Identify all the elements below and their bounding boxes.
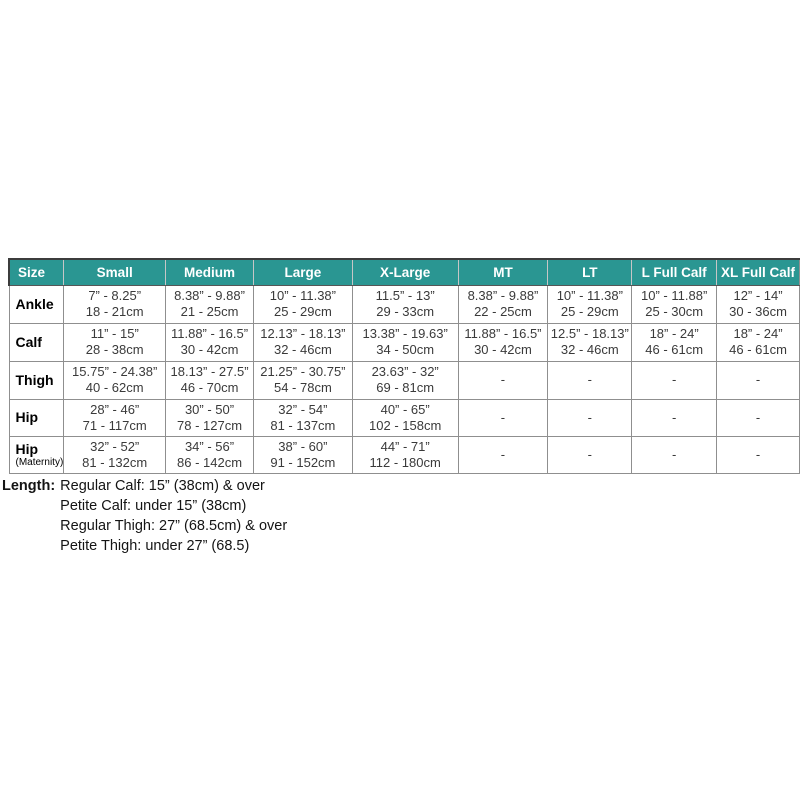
note-line-petite-calf: Petite Calf: under 15” (38cm) bbox=[60, 498, 247, 514]
column-header-size: Size bbox=[9, 259, 64, 285]
cell-hip-large: 32” - 54” 81 - 137cm bbox=[253, 399, 352, 436]
length-notes-lines bbox=[60, 476, 287, 556]
cell-hip-maternity-large: 38” - 60” 91 - 152cm bbox=[253, 436, 352, 473]
cell-hip-x-large: 40” - 65” 102 - 158cm bbox=[352, 399, 458, 436]
cell-calf-small: 11” - 15” 28 - 38cm bbox=[64, 323, 166, 361]
table-row-hip bbox=[9, 399, 800, 436]
cell-hip-maternity-small: 32” - 52” 81 - 132cm bbox=[64, 436, 166, 473]
column-header-medium: Medium bbox=[166, 259, 254, 285]
cell-ankle-l-full-calf: 10” - 11.88” 25 - 30cm bbox=[632, 285, 717, 323]
cell-ankle-small: 7” - 8.25” 18 - 21cm bbox=[64, 285, 166, 323]
cell-thigh-l-full-calf: - bbox=[632, 361, 717, 399]
cell-hip-l-full-calf: - bbox=[632, 399, 717, 436]
cell-hip-mt: - bbox=[458, 399, 548, 436]
column-header-xl-full-calf: XL Full Calf bbox=[717, 259, 800, 285]
row-label-hip-maternity: Hip (Maternity) bbox=[9, 436, 64, 473]
row-label-thigh: Thigh bbox=[9, 361, 64, 399]
cell-thigh-medium: 18.13” - 27.5” 46 - 70cm bbox=[166, 361, 254, 399]
length-notes bbox=[2, 476, 287, 556]
cell-hip-maternity-medium: 34” - 56” 86 - 142cm bbox=[166, 436, 254, 473]
cell-thigh-small: 15.75” - 24.38” 40 - 62cm bbox=[64, 361, 166, 399]
column-header-x-large: X-Large bbox=[352, 259, 458, 285]
cell-calf-lt: 12.5” - 18.13” 32 - 46cm bbox=[548, 323, 632, 361]
cell-calf-l-full-calf: 18” - 24” 46 - 61cm bbox=[632, 323, 717, 361]
table-row-calf bbox=[9, 323, 800, 361]
note-line-regular-thigh: Regular Thigh: 27” (68.5cm) & over bbox=[60, 518, 288, 534]
cell-calf-medium: 11.88” - 16.5” 30 - 42cm bbox=[166, 323, 254, 361]
cell-thigh-large: 21.25” - 30.75” 54 - 78cm bbox=[253, 361, 352, 399]
column-header-small: Small bbox=[64, 259, 166, 285]
row-label-ankle: Ankle bbox=[9, 285, 64, 323]
header-row bbox=[9, 259, 800, 285]
cell-calf-mt: 11.88” - 16.5” 30 - 42cm bbox=[458, 323, 548, 361]
cell-thigh-x-large: 23.63” - 32” 69 - 81cm bbox=[352, 361, 458, 399]
cell-ankle-lt: 10” - 11.38” 25 - 29cm bbox=[548, 285, 632, 323]
cell-ankle-x-large: 11.5” - 13” 29 - 33cm bbox=[352, 285, 458, 323]
table-row-ankle bbox=[9, 285, 800, 323]
row-label-hip: Hip bbox=[9, 399, 64, 436]
cell-hip-xl-full-calf: - bbox=[717, 399, 800, 436]
row-label-calf: Calf bbox=[9, 323, 64, 361]
column-header-large: Large bbox=[253, 259, 352, 285]
column-header-mt: MT bbox=[458, 259, 548, 285]
size-chart-table bbox=[8, 258, 800, 474]
cell-hip-maternity-xl-full-calf: - bbox=[717, 436, 800, 473]
cell-hip-medium: 30” - 50” 78 - 127cm bbox=[166, 399, 254, 436]
cell-hip-maternity-x-large: 44” - 71” 112 - 180cm bbox=[352, 436, 458, 473]
column-header-lt: LT bbox=[548, 259, 632, 285]
cell-ankle-large: 10” - 11.38” 25 - 29cm bbox=[253, 285, 352, 323]
cell-hip-lt: - bbox=[548, 399, 632, 436]
cell-hip-maternity-mt: - bbox=[458, 436, 548, 473]
table-row-thigh bbox=[9, 361, 800, 399]
size-chart bbox=[8, 258, 800, 474]
cell-ankle-xl-full-calf: 12” - 14” 30 - 36cm bbox=[717, 285, 800, 323]
table-row-hip-maternity bbox=[9, 436, 800, 473]
note-line-regular-calf: Regular Calf: 15” (38cm) & over bbox=[60, 478, 265, 494]
cell-hip-maternity-lt: - bbox=[548, 436, 632, 473]
cell-ankle-mt: 8.38” - 9.88” 22 - 25cm bbox=[458, 285, 548, 323]
cell-thigh-xl-full-calf: - bbox=[717, 361, 800, 399]
length-notes-label: Length: bbox=[2, 478, 56, 494]
cell-calf-xl-full-calf: 18” - 24” 46 - 61cm bbox=[717, 323, 800, 361]
cell-thigh-mt: - bbox=[458, 361, 548, 399]
cell-ankle-medium: 8.38” - 9.88” 21 - 25cm bbox=[166, 285, 254, 323]
cell-calf-x-large: 13.38” - 19.63” 34 - 50cm bbox=[352, 323, 458, 361]
cell-hip-small: 28” - 46” 71 - 117cm bbox=[64, 399, 166, 436]
note-line-petite-thigh: Petite Thigh: under 27” (68.5) bbox=[60, 538, 250, 554]
cell-calf-large: 12.13” - 18.13” 32 - 46cm bbox=[253, 323, 352, 361]
cell-thigh-lt: - bbox=[548, 361, 632, 399]
column-header-l-full-calf: L Full Calf bbox=[632, 259, 717, 285]
cell-hip-maternity-l-full-calf: - bbox=[632, 436, 717, 473]
